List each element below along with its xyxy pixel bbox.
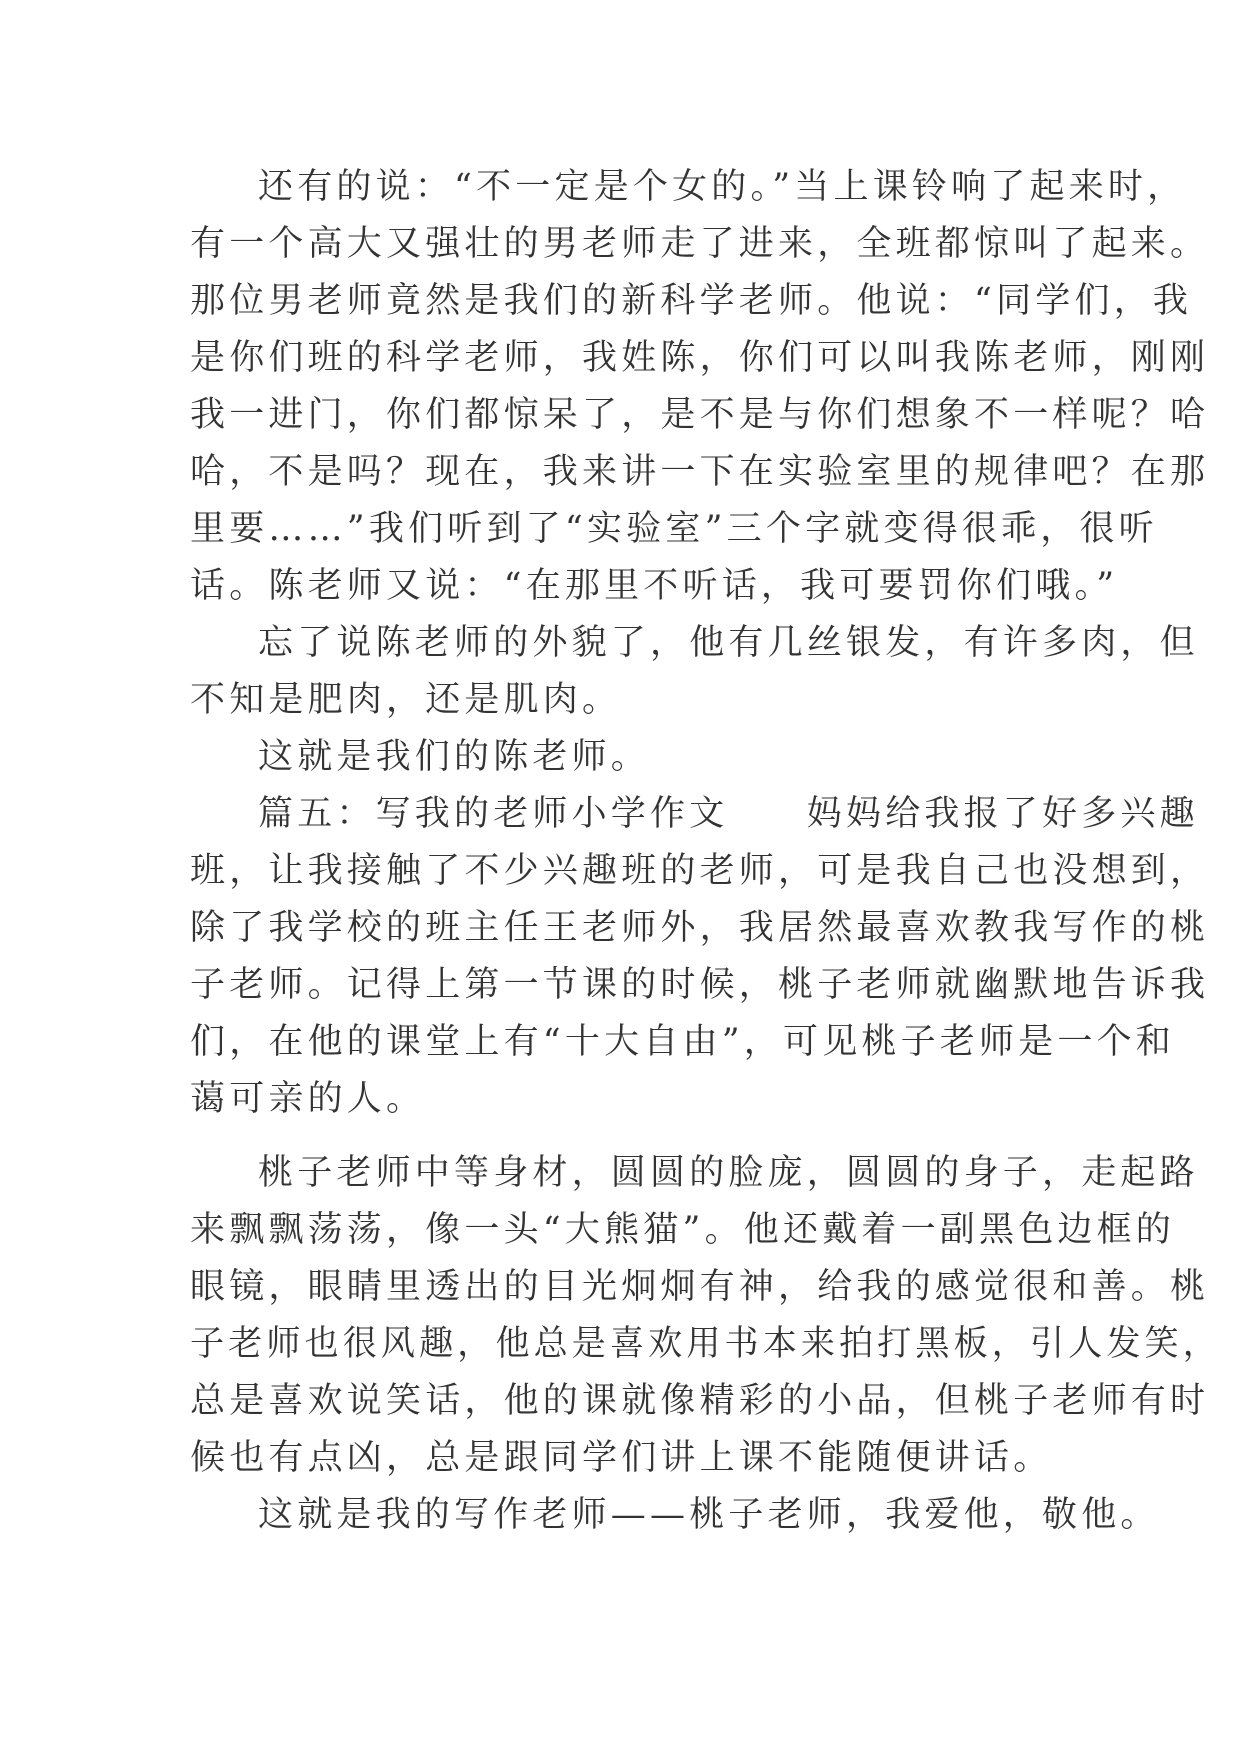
text-line: 子老师。记得上第一节课的时候，桃子老师就幽默地告诉我	[190, 965, 1210, 1005]
text-line: 我一进门，你们都惊呆了，是不是与你们想象不一样呢？哈	[190, 395, 1210, 435]
text-line: 总是喜欢说笑话，他的课就像精彩的小品，但桃子老师有时	[190, 1381, 1210, 1421]
section-heading-line: 篇五：写我的老师小学作文 妈妈给我报了好多兴趣	[258, 794, 1199, 834]
text-line: 不知是肥肉，还是肌肉。	[190, 680, 622, 720]
text-line: 桃子老师中等身材，圆圆的脸庞，圆圆的身子，走起路	[258, 1153, 1199, 1193]
text-line: 那位男老师竟然是我们的新科学老师。他说：“同学们，我	[190, 281, 1193, 321]
text-line: 班，让我接触了不少兴趣班的老师，可是我自己也没想到，	[190, 851, 1210, 891]
text-line: 眼镜，眼睛里透出的目光炯炯有神，给我的感觉很和善。桃	[190, 1267, 1210, 1307]
text-line: 有一个高大又强壮的男老师走了进来，全班都惊叫了起来。	[190, 224, 1210, 264]
text-line: 这就是我们的陈老师。	[258, 737, 651, 777]
text-line: 哈，不是吗？现在，我来讲一下在实验室里的规律吧？在那	[190, 452, 1210, 492]
text-line: 来飘飘荡荡，像一头“大熊猫”。他还戴着一副黑色边框的	[190, 1210, 1175, 1250]
text-line: 里要……”我们听到了“实验室”三个字就变得很乖，很听	[190, 509, 1158, 549]
text-line: 们，在他的课堂上有“十大自由”，可见桃子老师是一个和	[190, 1022, 1175, 1062]
text-line: 候也有点凶，总是跟同学们讲上课不能随便讲话。	[190, 1438, 1053, 1478]
text-line: 蔼可亲的人。	[190, 1079, 426, 1119]
text-line: 忘了说陈老师的外貌了，他有几丝银发，有许多肉，但	[258, 623, 1199, 663]
text-line: 除了我学校的班主任王老师外，我居然最喜欢教我写作的桃	[190, 908, 1210, 948]
text-line: 还有的说：“不一定是个女的。”当上课铃响了起来时，	[258, 167, 1187, 207]
text-line: 这就是我的写作老师——桃子老师，我爱他，敬他。	[258, 1495, 1160, 1535]
text-line: 是你们班的科学老师，我姓陈，你们可以叫我陈老师，刚刚	[190, 338, 1210, 378]
text-line: 话。陈老师又说：“在那里不听话，我可要罚你们哦。”	[190, 566, 1119, 606]
text-line: 子老师也很风趣，他总是喜欢用书本来拍打黑板，引人发笑，	[190, 1324, 1221, 1364]
